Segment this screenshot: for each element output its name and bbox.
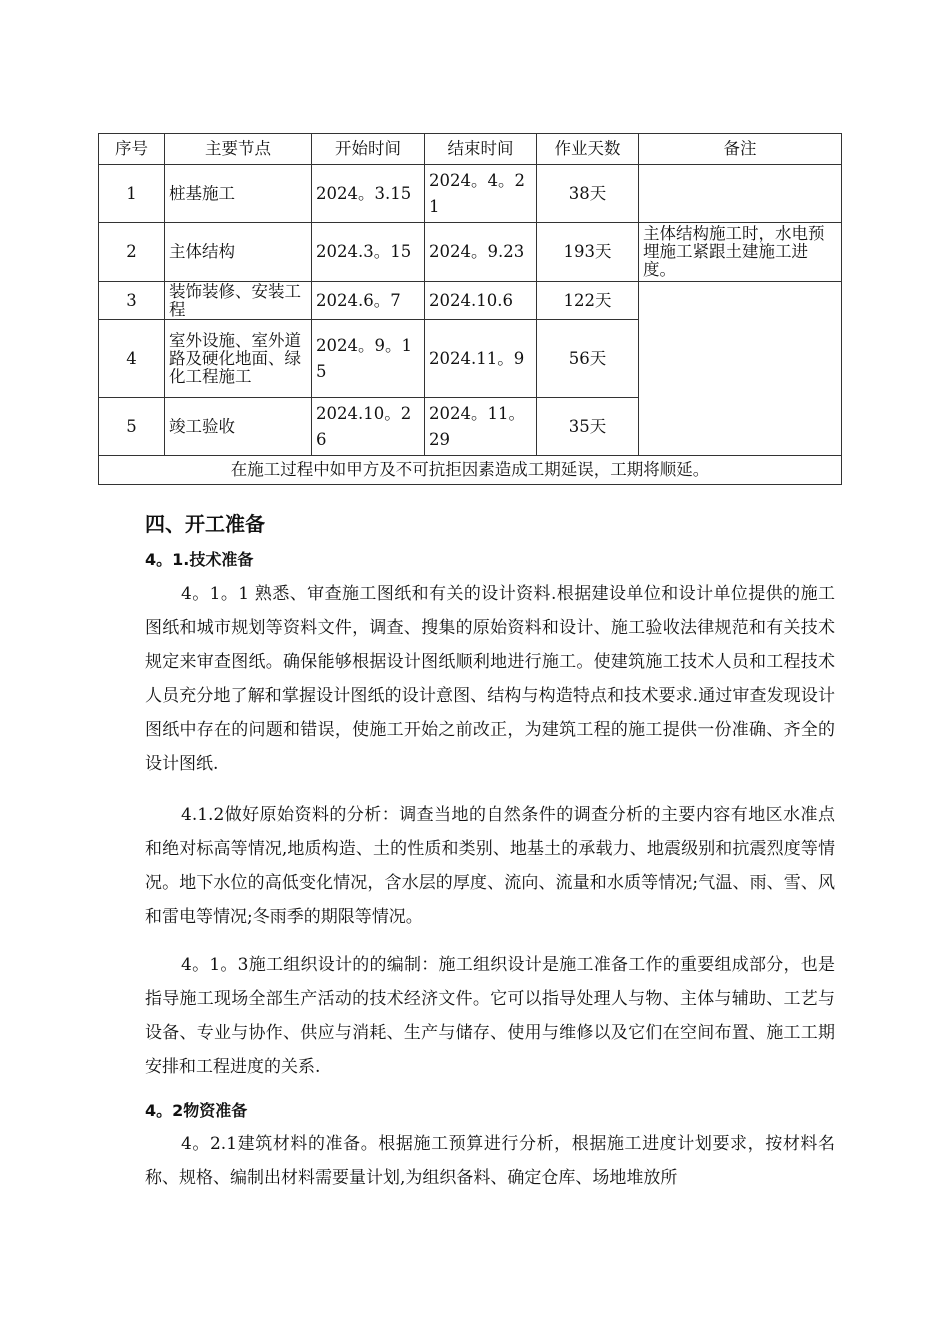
header-cell-no: 序号 bbox=[99, 134, 165, 165]
cell-no: 4 bbox=[99, 320, 165, 398]
cell-days: 193天 bbox=[537, 223, 639, 282]
table-footer-note: 在施工过程中如甲方及不可抗拒因素造成工期延误，工期将顺延。 bbox=[99, 456, 842, 485]
cell-start: 2024.6。7 bbox=[312, 282, 425, 320]
cell-start: 2024.3。15 bbox=[312, 223, 425, 282]
header-cell-end: 结束时间 bbox=[425, 134, 537, 165]
subsection-heading-tech: 4。1.技术准备 bbox=[145, 550, 254, 569]
table-footer-row bbox=[99, 456, 842, 485]
cell-end: 2024.11。9 bbox=[425, 320, 537, 398]
cell-remark-empty bbox=[639, 165, 842, 223]
cell-node: 桩基施工 bbox=[165, 165, 312, 223]
cell-end: 2024。9.23 bbox=[425, 223, 537, 282]
header-cell-start: 开始时间 bbox=[312, 134, 425, 165]
header-cell-node: 主要节点 bbox=[165, 134, 312, 165]
cell-no: 5 bbox=[99, 398, 165, 456]
cell-start: 2024。3.15 bbox=[312, 165, 425, 223]
header-cell-remark: 备注 bbox=[639, 134, 842, 165]
cell-days: 56天 bbox=[537, 320, 639, 398]
cell-no: 2 bbox=[99, 223, 165, 282]
cell-days: 35天 bbox=[537, 398, 639, 456]
paragraph-4-1-1: 4。1。1 熟悉、审查施工图纸和有关的设计资料.根据建设单位和设计单位提供的施工图纸和城市规划等资料文件，调查、搜集的原始资料和设计、施工验收法律规范和有关技术规定来审查图纸。确保能够根据设计图纸顺利地进行施工。使建筑施工技术人员和工程技术人员充分地了解和掌握设计图纸的设计意图、结构与构造特点和技术要求.通过审查发现设计图纸中存在的问题和错误，使施工开始之前改正，为建筑工程的施工提供一份准确、齐全的设计图纸. bbox=[145, 584, 835, 774]
cell-no: 1 bbox=[99, 165, 165, 223]
table-row bbox=[99, 282, 842, 320]
cell-start: 2024.10。26 bbox=[312, 398, 425, 456]
schedule-table bbox=[98, 133, 842, 485]
paragraph-4-1-2: 4.1.2做好原始资料的分析：调查当地的自然条件的调查分析的主要内容有地区水准点和绝对标高等情况,地质构造、土的性质和类别、地基土的承载力、地震级别和抗震烈度等情况。地下水位的高低变化情况，含水层的厚度、流向、流量和水质等情况;气温、雨、雪、风和雷电等情况;冬雨季的期限等情况。 bbox=[145, 805, 835, 927]
paragraph-4-1-3: 4。1。3施工组织设计的的编制：施工组织设计是施工准备工作的重要组成部分，也是指导施工现场全部生产活动的技术经济文件。它可以指导处理人与物、主体与辅助、工艺与设备、专业与协作、供应与消耗、生产与储存、使用与维修以及它们在空间布置、施工工期安排和工程进度的关系. bbox=[145, 955, 835, 1077]
header-cell-days: 作业天数 bbox=[537, 134, 639, 165]
cell-remark-empty bbox=[639, 282, 842, 456]
cell-end: 2024。11。29 bbox=[425, 398, 537, 456]
table-row bbox=[99, 223, 842, 282]
cell-node: 装饰装修、安装工程 bbox=[165, 282, 312, 320]
table-row bbox=[99, 165, 842, 223]
cell-start: 2024。9。15 bbox=[312, 320, 425, 398]
cell-end: 2024.10.6 bbox=[425, 282, 537, 320]
cell-node: 主体结构 bbox=[165, 223, 312, 282]
subsection-heading-material: 4。2物资准备 bbox=[145, 1101, 248, 1120]
cell-node: 室外设施、室外道路及硬化地面、绿化工程施工 bbox=[165, 320, 312, 398]
cell-days: 38天 bbox=[537, 165, 639, 223]
table-header-row bbox=[99, 134, 842, 165]
section-heading: 四、开工准备 bbox=[145, 512, 265, 536]
cell-end: 2024。4。21 bbox=[425, 165, 537, 223]
paragraph-4-2-1: 4。2.1建筑材料的准备。根据施工预算进行分析，根据施工进度计划要求，按材料名称、规格、编制出材料需要量计划,为组织备料、确定仓库、场地堆放所 bbox=[145, 1134, 835, 1188]
cell-node: 竣工验收 bbox=[165, 398, 312, 456]
cell-no: 3 bbox=[99, 282, 165, 320]
cell-remark: 主体结构施工时，水电预埋施工紧跟土建施工进度。 bbox=[639, 223, 842, 282]
cell-days: 122天 bbox=[537, 282, 639, 320]
